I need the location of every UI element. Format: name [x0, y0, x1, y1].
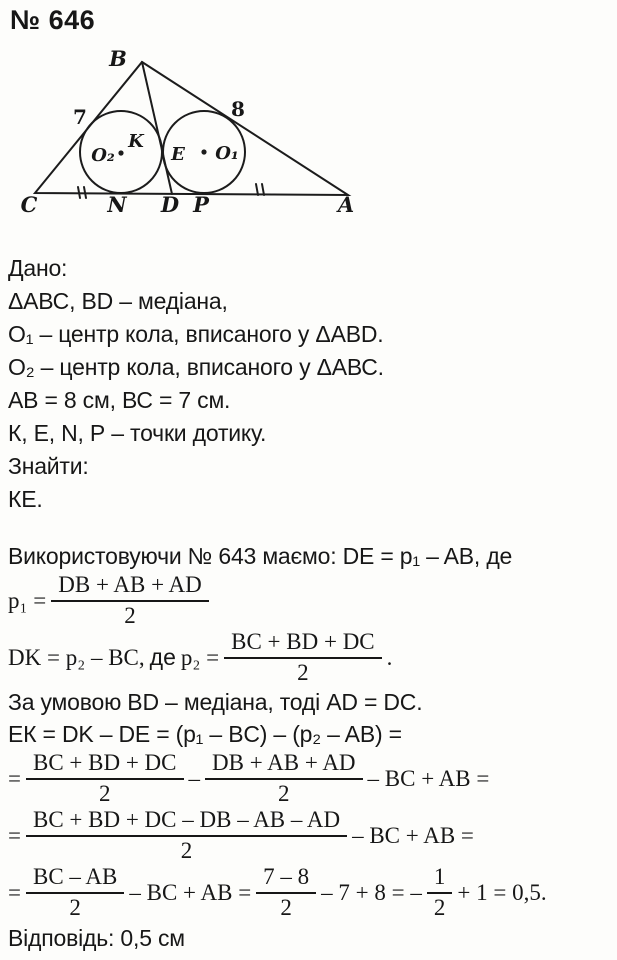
center-label-o1: O₁	[215, 143, 239, 164]
side-length-ba: 8	[231, 97, 245, 121]
vertex-label-b: B	[109, 46, 127, 71]
problem-number: № 646	[10, 5, 96, 35]
given-line: К, Е, N, Р – точки дотику.	[8, 420, 267, 446]
fraction	[26, 864, 124, 922]
find-value: КЕ.	[8, 486, 43, 512]
p1-lhs: p₁ =	[8, 587, 47, 613]
fraction-denominator: 2	[280, 895, 292, 920]
point-label-d: D	[160, 192, 180, 217]
ek-equation-intro: ЕК = DK – DE = (p₁ – BC) – (p₂ – AB) =	[8, 721, 402, 747]
equation-row-3	[8, 864, 612, 921]
solution-intro: Використовуючи № 643 маємо: DE = p₁ – AB, де	[8, 543, 513, 569]
answer-line: Відповідь: 0,5 см	[8, 925, 185, 951]
vertex-label-a: A	[337, 192, 355, 217]
equation-row-1	[8, 750, 612, 807]
fraction	[26, 750, 184, 808]
fraction-numerator: BC + BD + DC	[224, 629, 382, 659]
dk-rhs: p₂ =	[180, 644, 220, 670]
point-label-e: E	[171, 144, 185, 165]
median-bd-line	[142, 62, 172, 194]
fraction-denominator: 2	[297, 660, 309, 685]
fraction	[224, 629, 382, 687]
dk-connector: де	[149, 644, 176, 670]
fraction-denominator: 2	[99, 781, 111, 806]
fraction-denominator: 2	[69, 895, 81, 920]
fraction-denominator: 2	[180, 838, 193, 863]
given-section	[8, 252, 384, 516]
equals-sign: =	[8, 822, 21, 848]
dk-period: .	[386, 644, 393, 670]
fraction-numerator: BC + BD + DC	[26, 750, 184, 780]
row-result: + 1 = 0,5.	[457, 879, 547, 905]
point-label-n: N	[107, 192, 127, 217]
center-dot-o1	[201, 149, 206, 154]
fraction-numerator: DB + AB + AD	[51, 572, 209, 602]
given-line: О₁ – центр кола, вписаного у ΔАВD.	[8, 321, 384, 347]
solution-condition: За умовою BD – медіана, тоді AD = DC.	[8, 689, 423, 715]
row-tail: – 7 + 8 = –	[321, 879, 422, 905]
formula-dk	[8, 629, 612, 686]
fraction-denominator: 2	[278, 781, 290, 806]
given-line: ΔАВС, BD – медіана,	[8, 288, 228, 314]
side-length-cb: 7	[73, 105, 87, 129]
equation-row-2	[8, 807, 612, 864]
solution-section	[8, 540, 612, 955]
fraction-numerator: 1	[427, 864, 453, 894]
given-line: О₂ – центр кола, вписаного у ΔАВС.	[8, 354, 384, 380]
equals-sign: =	[8, 765, 21, 791]
equals-sign: =	[8, 879, 21, 905]
fraction	[26, 807, 347, 865]
fraction	[256, 864, 316, 922]
minus-sign: –	[188, 765, 201, 791]
fraction	[205, 750, 363, 808]
vertex-label-c: C	[20, 192, 38, 217]
point-label-p: P	[193, 192, 209, 217]
fraction	[427, 864, 453, 922]
fraction-numerator: DB + AB + AD	[205, 750, 363, 780]
row-mid: – BC + AB =	[129, 879, 252, 905]
row-tail: – BC + AB =	[352, 822, 474, 848]
row-tail: – BC + AB =	[367, 765, 490, 791]
given-heading: Дано:	[8, 255, 68, 281]
fraction	[51, 572, 209, 630]
fraction-numerator: 7 – 8	[256, 864, 316, 894]
center-label-o2: O₂	[91, 145, 115, 166]
tick-marks-da	[256, 184, 264, 195]
geometry-figure	[6, 40, 362, 226]
given-line: АВ = 8 см, ВС = 7 см.	[8, 387, 231, 413]
fraction-denominator: 2	[433, 895, 446, 920]
find-heading: Знайти:	[8, 453, 89, 479]
fraction-denominator: 2	[124, 603, 136, 628]
fraction-numerator: BC + BD + DC – DB – AB – AD	[26, 807, 347, 837]
center-dot-o2	[118, 150, 123, 155]
point-label-k: K	[128, 131, 144, 152]
dk-lhs: DK = p₂ – BC,	[8, 644, 145, 670]
fraction-numerator: BC – AB	[26, 864, 124, 894]
formula-p1	[8, 572, 612, 629]
